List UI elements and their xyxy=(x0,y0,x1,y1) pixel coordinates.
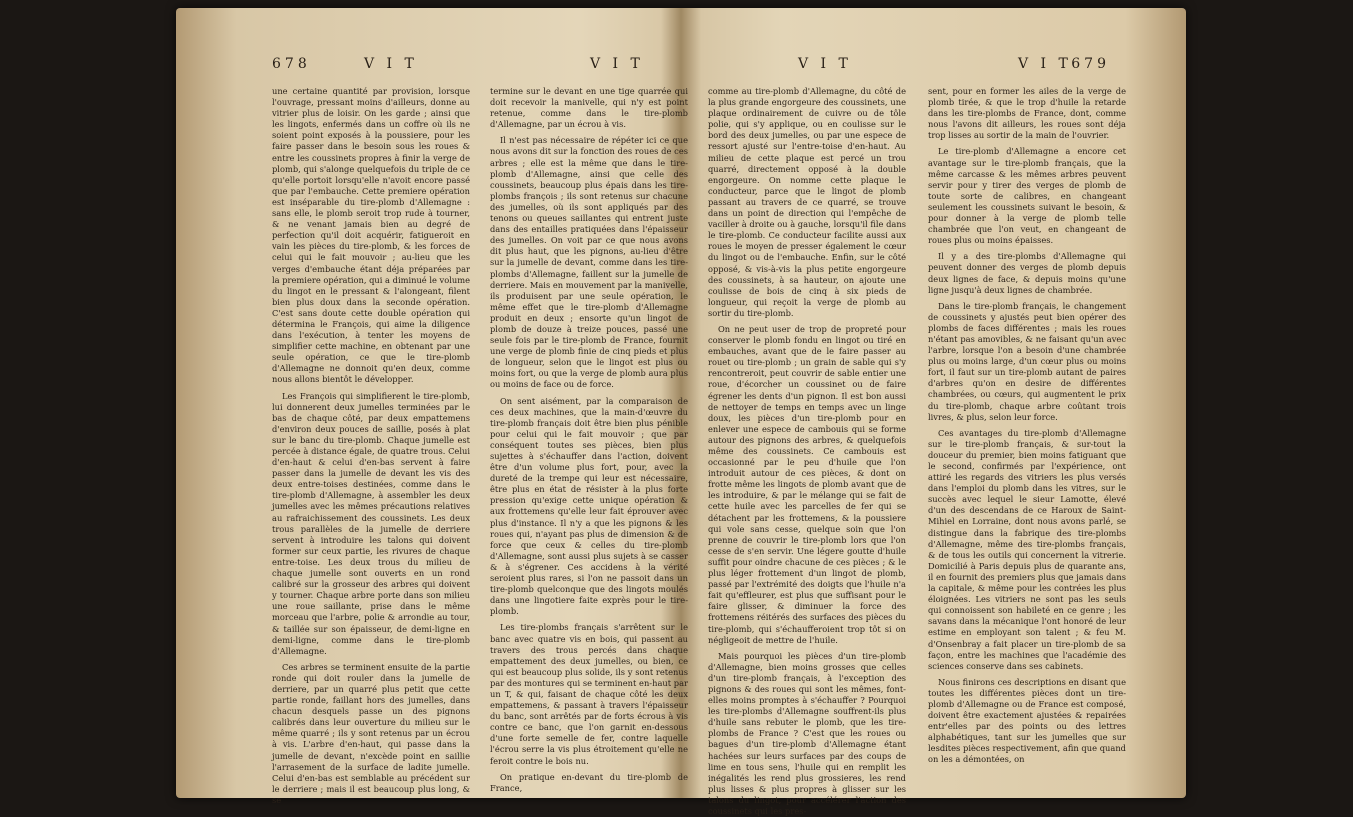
paragraph: sent, pour en former les ailes de la verge de plomb tirée, & que le trop d'huile la retarde dans les tire-plombs de France, dont, comme nous l'avons dit ailleurs, les roues sont déja trop lisses au sortir de la main de l'ouvrier. xyxy=(928,86,1126,141)
left-page xyxy=(272,8,697,805)
paragraph: une certaine quantité par provision, lorsque l'ouvrage, pressant moins d'ailleurs, donne au vitrier plus de loisir. On les garde ; ainsi que les lingots, enfermés dans un coffre où ils ne soient point exposés à la poussiere, pour les faire passer dans le besoin sous les roues & entre les coussinets propres à finir la verge de plomb, qui s'alonge quelquefois du triple de ce qu'elle portoit lorsqu'elle n'avoit encore passé que par l'embauche. Cette premiere opération est inséparable du tire-plomb d'Allemagne : sans elle, le plomb seroit trop rude à tourner, & ne venant jamais bien au degré de perfection qu'il doit acquérir, fatigueroit en vain les pièces du tire-plomb, & les forces de celui qui le fait mouvoir ; au-lieu que les verges d'embauche étant déja préparées par la premiere opération, qui a diminué le volume du lingot en le pressant & l'alongeant, filent bien plus doux dans la seconde opération. C'est sans doute cette double opération qui détermina le François, qui aime la diligence dans l'exécution, à tenter les moyens de simplifier cette machine, en obtenant par une seule opération, ce que le tire-plomb d'Allemagne ne donnoit qu'en deux, comme nous allons bientôt le développer. xyxy=(272,86,471,385)
paragraph: termine sur le devant en une tige quarrée qui doit recevoir la manivelle, qui n'y est point retenue, comme dans le tire-plomb d'Allemagne, par un écrou à vis. xyxy=(490,86,688,130)
paragraph: Le tire-plomb d'Allemagne a encore cet avantage sur le tire-plomb français, que la même carcasse & les mêmes arbres peuvent servir pour y tirer des verges de plomb de toute sorte de calibres, en changeant seulement les coussinets suivant le besoin, & pour donner à la verge de plomb telle chambrée que l'on veut, en changeant de roues plus ou moins épaisses. xyxy=(928,146,1126,246)
paragraph: Nous finirons ces descriptions en disant que toutes les différentes pièces dont un tire-plomb d'Allemagne ou de France est composé, doivent être exactement ajustées & repairées entr'elles par des points ou des lettres alphabétiques, tant sur les jumelles que sur lesdites pièces respectivement, afin que quand on les a démontées, on xyxy=(928,676,1126,765)
running-head: V I T xyxy=(364,56,418,72)
right-page xyxy=(700,8,1126,816)
running-head: V I T xyxy=(798,56,852,72)
paragraph: Ces arbres se terminent ensuite de la partie ronde qui doit rouler dans la jumelle de derriere, par un quarré plus petit que cette partie ronde, faillant hors des jumelles, dans chacun desquels passe un des pignons calibrés dans leur ouverture du milieu sur le même quarré ; ils y sont retenus par un écrou à vis. L'arbre d'en-haut, qui passe dans la jumelle de devant, n'excède point en saillie l'arrasement de la surface de ladite jumelle. Celui d'en-bas est semblable au précédent sur le derriere ; mais il est beaucoup plus long, & se xyxy=(272,661,470,805)
paragraph: Les François qui simplifierent le tire-plomb, lui donnerent deux jumelles terminées par le bas de chaque côté, par deux empattemens d'environ deux pouces de saillie, posés à plat sur le banc du tire-plomb. Chaque jumelle est percée à distance égale, de quatre trous. Celui d'en-haut & celui d'en-bas servent à faire passer dans la jumelle de devant les vis des deux entre-toises destinées, comme dans le tire-plomb d'Allemagne, à assembler les deux jumelles avec les mêmes précautions relatives au rafraichissement des coussinets. Les deux trous parallèles de la jumelle de derriere servent à introduire les talons qui doivent former sur ceux partie, les rivures de chaque entre-toise. Les deux trous du milieu de chaque jumelle sont ouverts en un rond calibré sur la grosseur des arbres qui doivent y tourner. Chaque arbre porte dans son milieu une roue saillante, prise dans le même morceau que l'arbre, polie & arrondie au tour, & taillée sur son épaisseur, de demi-ligne en demi-ligne, comme dans le tire-plomb d'Allemagne. xyxy=(272,390,470,656)
text-column xyxy=(708,86,906,816)
running-head: V I T xyxy=(590,56,644,72)
paragraph: Il n'est pas nécessaire de répéter ici ce que nous avons dit sur la fonction des roues de ces arbres ; elle est la même que dans le tire-plomb d'Allemagne, ainsi que celle des coussinets, beaucoup plus épais dans les tire-plombs françois ; ils sont retenus sur chacune des jumelles, où ils sont appliqués par des tenons ou queues saillantes qui entrent juste dans des entailles pratiquées dans l'épaisseur des jumelles. On voit par ce que nous avons dit plus haut, que les pignons, au-lieu d'être sur la jumelle de devant, comme dans les tire-plombs d'Allemagne, faillent sur la jumelle de derriere. Mais en mouvement par la manivelle, ils produisent par une seule opération, le même effet que le tire-plomb d'Allemagne produit en deux ; ensorte qu'un lingot de plomb de douze à treize pouces, passé une seule fois par le tire-plomb de France, fournit une verge de plomb finie de cinq pieds et plus de longueur, selon que le lingot est plus ou moins fort, ou que la verge de plomb aura plus ou moins de face ou de force. xyxy=(490,135,689,390)
paragraph: Dans le tire-plomb français, le changement de coussinets y ajustés peut bien opérer des plombs de faces différentes ; mais les roues n'étant pas amovibles, & ne faisant qu'un avec l'arbre, lorsque l'on a besoin d'une chambrée plus ou moins large, d'un cœur plus ou moins fort, il faut sur un tire-plomb autant de paires d'arbres qu'on en desire de différentes chambrées, ou cœurs, qui augmentent le prix du tire-plomb, chaque arbre coûtant trois livres, & plus, selon leur force. xyxy=(928,300,1126,422)
paragraph: On ne peut user de trop de propreté pour conserver le plomb fondu en lingot ou tiré en embauches, avant que de le faire passer au rouet ou tire-plomb ; un grain de sable qui s'y rencontreroit, peut couvrir de sable entier une roue, d'écorcher un coussinet ou de faire égrener les dents d'un pignon. Il est bon aussi de nettoyer de temps en temps avec un linge doux, les pièces d'un tire-plomb pour en enlever une espece de cambouis qui se forme autour des pignons des arbres, & quelquefois même des coussinets. Ce cambouis est occasionné par le peu d'huile que l'on introduit autour de ces pièces, & dont on frotte même les lingots de plomb avant que de les introduire, & par le mélange qui se fait de cette huile avec les parcelles de fer qui se détachent par les frottemens, & la poussiere qui vole sans cesse, quelque soin que l'on prenne de couvrir le tire-plomb lors que l'on cesse de s'en servir. Une légere goutte d'huile suffit pour oindre chacune de ces pièces ; & le plus léger frottement d'un lingot de plomb, passé par l'extrémité des doigts que l'huile n'a fait qu'effleurer, est plus que suffisant pour le faire glisser, & diminuer la force des frottemens réitérés des surfaces des pièces du tire-plomb, qui s'échaufferoient trop tôt si on négligeoit de mettre de l'huile. xyxy=(708,323,906,645)
page-number: 679 xyxy=(1071,56,1110,72)
paragraph: On sent aisément, par la comparaison de ces deux machines, que la main-d'œuvre du tire-plomb français doit être bien plus pénible pour celui qui le fait mouvoir ; que par conséquent toutes ses pièces, bien plus sujettes à s'échauffer dans l'action, doivent être d'un volume plus fort, pour, avec la dureté de la trempe qui leur est nécessaire, être plus en état de résister à la plus forte pression qu'exige cette unique opération & aux frottemens qu'elle leur fait éprouver avec plus d'instance. Il n'y a que les pignons & les roues qui, n'ayant pas plus de dimension & de force que ceux & celles du tire-plomb d'Allemagne, sont aussi plus sujets à se casser & à s'égrener. Ces accidens à la vérité seroient plus rares, si l'on ne passoit dans un tire-plomb quelconque que des lingots moulés dans une lingotiere faite exprès pour le tire-plomb. xyxy=(490,395,688,617)
paragraph: Mais pourquoi les pièces d'un tire-plomb d'Allemagne, bien moins grosses que celles d'un tire-plomb français, à l'exception des pignons & des roues qui sont les mêmes, font-elles moins promptes à s'échauffer ? Pourquoi les tire-plombs d'Allemagne souffrent-ils plus d'huile sans rebuter le plomb, que les tire-plombs de France ? C'est que les roues ou bagues d'un tire-plomb d'Allemagne étant hachées sur leurs surfaces par des coups de lime en tous sens, l'huile qui en remplit les inégalités les rend plus grossieres, les rend plus lisses & plus propres à glisser sur les talons du lingot, pour accélérer l'action des coussinets qui les pres- xyxy=(708,650,906,816)
paragraph: comme au tire-plomb d'Allemagne, du côté de la plus grande engorgeure des coussinets, une plaque ordinairement de cuivre ou de tôle polie, qui s'y applique, ou en coulisse sur le bord des deux jumelles, ou par une espece de ressort ajusté sur l'entre-toise d'en-haut. Au milieu de cette plaque est percé un trou quarré, directement opposé à la double engorgeure. On nomme cette plaque le conducteur, parce que le lingot de plomb passant au travers de ce quarré, se trouve dans un point de direction qui l'empêche de vaciller à droite ou à gauche, lorsqu'il file dans le tire-plomb. Ce conducteur facilite aussi aux roues le moyen de presser également le cœur du lingot ou de l'embauche. Enfin, sur le côté opposé, & vis-à-vis la plus petite engorgeure des coussinets, à sa hauteur, on ajoute une coulisse de bois de cinq à six pieds de longueur, qui reçoit la verge de plomb au sortir du tire-plomb. xyxy=(708,86,906,318)
paragraph: Il y a des tire-plombs d'Allemagne qui peuvent donner des verges de plomb depuis deux lignes de face, & depuis moins qu'une ligne jusqu'à deux lignes de chambrée. xyxy=(928,251,1126,295)
page-number: 678 xyxy=(272,56,311,72)
text-column xyxy=(490,86,689,793)
paragraph: On pratique en-devant du tire-plomb de France, xyxy=(490,771,688,793)
text-column xyxy=(272,86,471,805)
paragraph: Les tire-plombs français s'arrêtent sur le banc avec quatre vis en bois, qui passent au travers des trous percés dans chaque empattement des deux jumelles, ou bien, ce qui est beaucoup plus solide, ils y sont retenus par des montures qui se terminent en-haut par un T, & qui, faisant de chaque côté les deux empattemens, & passant à travers l'épaisseur du banc, sont arrêtés par de forts écrous à vis contre ce banc, que l'on garnit en-dessous d'une forte semelle de fer, contre laquelle l'écrou serre la vis plus étroitement qu'elle ne feroit contre le bois nu. xyxy=(490,622,688,766)
text-column xyxy=(928,86,1126,776)
paragraph: Ces avantages du tire-plomb d'Allemagne sur le tire-plomb français, & sur-tout la douceur du premier, bien moins fatiguant que le second, confirmés par l'expérience, ont attiré les regards des vitriers les plus versés dans l'emploi du plomb dans les vitres, sur le succès avec lequel le sieur Lamotte, élevé d'un des descendans de ce Haroux de Saint-Mihiel en Lorraine, dont nous avons parlé, se distingue dans la fabrique des tire-plombs d'Allemagne, même des tire-plombs français, & de tous les outils qui concernent la vitrerie. Domicilié à Paris depuis plus de quarante ans, il en fournit des premiers plus que jamais dans la capitale, & même pour les contrées les plus éloignées. Les vitriers ne sont pas les seuls qui connoissent son habileté en ce genre ; les savans dans la mécanique l'ont honoré de leur estime en employant son talent ; & feu M. d'Onsenbray a fait placer un tire-plomb de sa façon, entre les machines que l'académie des sciences conserve dans ses cabinets. xyxy=(928,427,1126,671)
running-head: V I T xyxy=(1018,56,1072,72)
right-page-header xyxy=(700,8,1120,72)
left-page-header xyxy=(272,8,697,72)
